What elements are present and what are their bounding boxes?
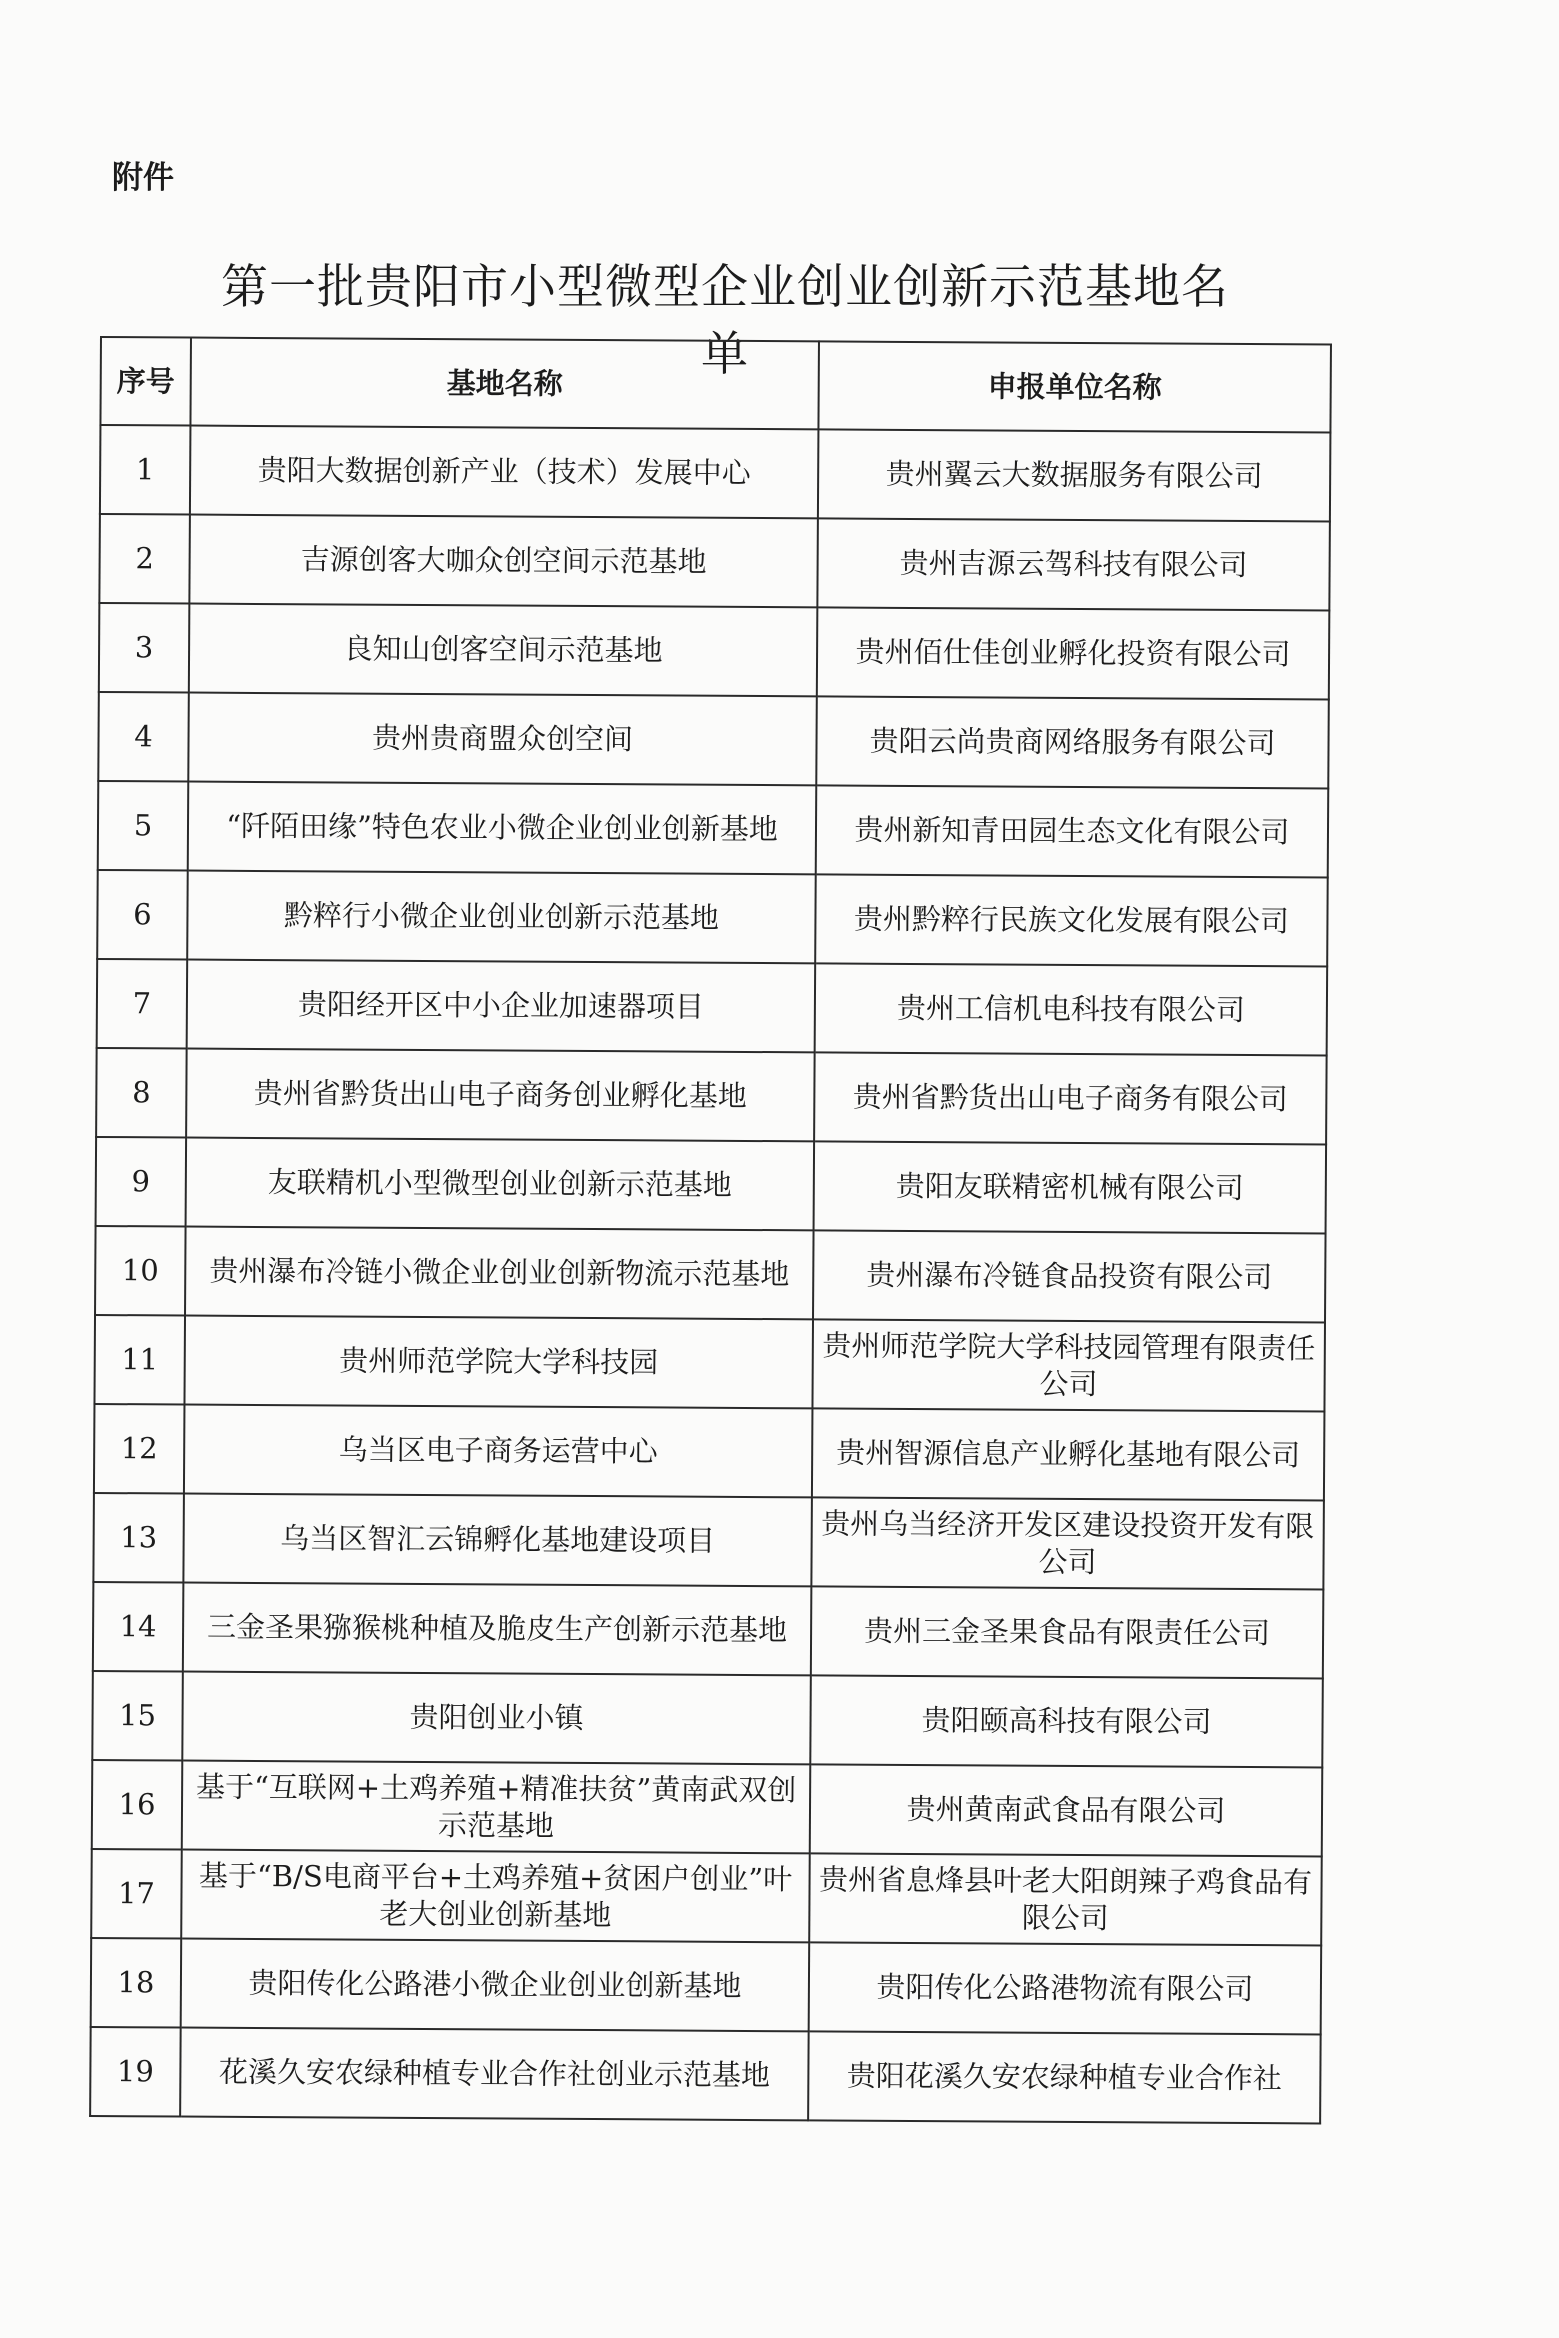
cell-applicant: 贵州吉源云驾科技有限公司 <box>817 518 1330 610</box>
base-list-table <box>89 336 1332 2124</box>
cell-base-name: 吉源创客大咖众创空间示范基地 <box>189 515 818 608</box>
page-title: 第一批贵阳市小型微型企业创业创新示范基地名单 <box>221 260 1229 382</box>
cell-base-name: 基于“互联网+土鸡养殖+精准扶贫”黄南武双创示范基地 <box>182 1761 811 1854</box>
cell-applicant: 贵州黄南武食品有限公司 <box>810 1764 1323 1856</box>
cell-seq: 10 <box>95 1226 186 1316</box>
cell-seq: 17 <box>91 1849 182 1939</box>
header-applicant: 申报单位名称 <box>818 341 1331 432</box>
cell-applicant: 贵州乌当经济开发区建设投资开发有限公司 <box>811 1497 1324 1589</box>
cell-base-name: 贵阳经开区中小企业加速器项目 <box>187 960 816 1053</box>
cell-seq: 19 <box>90 2027 181 2117</box>
cell-seq: 3 <box>99 603 190 693</box>
table-row <box>93 1582 1324 1679</box>
cell-base-name: 黔粹行小微企业创业创新示范基地 <box>187 871 816 964</box>
table-row <box>99 514 1330 611</box>
cell-applicant: 贵阳传化公路港物流有限公司 <box>809 1942 1322 2034</box>
cell-base-name: 贵州瀑布冷链小微企业创业创新物流示范基地 <box>185 1227 814 1320</box>
cell-applicant: 贵州黔粹行民族文化发展有限公司 <box>815 874 1328 966</box>
cell-seq: 11 <box>94 1315 185 1405</box>
cell-seq: 8 <box>96 1048 187 1138</box>
cell-base-name: “阡陌田缘”特色农业小微企业创业创新基地 <box>188 782 817 875</box>
cell-seq: 14 <box>93 1582 184 1672</box>
table-row <box>95 1226 1326 1323</box>
cell-seq: 6 <box>97 870 188 960</box>
cell-applicant: 贵州三金圣果食品有限责任公司 <box>811 1586 1324 1678</box>
cell-base-name: 良知山创客空间示范基地 <box>189 604 818 697</box>
cell-base-name: 乌当区智汇云锦孵化基地建设项目 <box>183 1494 812 1587</box>
cell-applicant: 贵州翼云大数据服务有限公司 <box>818 429 1331 521</box>
cell-applicant: 贵州省息烽县叶老大阳朗辣子鸡食品有限公司 <box>809 1853 1322 1945</box>
cell-seq: 1 <box>100 425 191 515</box>
cell-seq: 7 <box>97 959 188 1049</box>
table-row <box>91 1938 1322 2035</box>
table-row <box>96 1137 1327 1234</box>
cell-applicant: 贵州师范学院大学科技园管理有限责任公司 <box>812 1319 1325 1411</box>
table-row <box>99 603 1330 700</box>
attachment-label: 附件 <box>112 160 174 196</box>
cell-seq: 9 <box>96 1137 187 1227</box>
table-row <box>91 1849 1322 1946</box>
cell-applicant: 贵阳花溪久安农绿种植专业合作社 <box>808 2031 1321 2123</box>
cell-applicant: 贵州智源信息产业孵化基地有限公司 <box>812 1408 1325 1500</box>
cell-base-name: 贵州省黔货出山电子商务创业孵化基地 <box>186 1049 815 1142</box>
table-row <box>97 959 1328 1056</box>
cell-applicant: 贵阳云尚贵商网络服务有限公司 <box>816 696 1329 788</box>
table-row <box>93 1493 1324 1590</box>
table-row <box>96 1048 1327 1145</box>
cell-seq: 13 <box>93 1493 184 1583</box>
table-row <box>98 781 1329 878</box>
cell-base-name: 贵阳大数据创新产业（技术）发展中心 <box>190 426 819 519</box>
table-body <box>90 425 1330 2123</box>
cell-applicant: 贵阳友联精密机械有限公司 <box>814 1141 1327 1233</box>
cell-seq: 2 <box>99 514 190 604</box>
cell-base-name: 乌当区电子商务运营中心 <box>184 1405 813 1498</box>
cell-seq: 18 <box>91 1938 182 2028</box>
cell-base-name: 贵阳传化公路港小微企业创业创新基地 <box>181 1939 810 2032</box>
cell-applicant: 贵州新知青田园生态文化有限公司 <box>816 785 1329 877</box>
table-row <box>97 870 1328 967</box>
table-row <box>92 1671 1323 1768</box>
cell-base-name: 贵州贵商盟众创空间 <box>188 693 817 786</box>
cell-seq: 16 <box>92 1760 183 1850</box>
table-header-row <box>100 337 1331 433</box>
cell-applicant: 贵阳颐高科技有限公司 <box>810 1675 1323 1767</box>
cell-seq: 4 <box>98 692 189 782</box>
cell-base-name: 贵阳创业小镇 <box>182 1672 811 1765</box>
cell-seq: 12 <box>94 1404 185 1494</box>
cell-applicant: 贵州佰仕佳创业孵化投资有限公司 <box>817 607 1330 699</box>
table-row <box>94 1315 1325 1412</box>
cell-base-name: 基于“B/S电商平台+土鸡养殖+贫困户创业”叶老大创业创新基地 <box>181 1850 810 1943</box>
table-row <box>90 2027 1321 2124</box>
cell-seq: 15 <box>92 1671 183 1761</box>
table-row <box>92 1760 1323 1857</box>
cell-applicant: 贵州瀑布冷链食品投资有限公司 <box>813 1230 1326 1322</box>
cell-applicant: 贵州省黔货出山电子商务有限公司 <box>814 1052 1327 1144</box>
cell-seq: 5 <box>98 781 189 871</box>
table-row <box>100 425 1331 522</box>
table-row <box>94 1404 1325 1501</box>
cell-base-name: 友联精机小型微型创业创新示范基地 <box>186 1138 815 1231</box>
cell-applicant: 贵州工信机电科技有限公司 <box>815 963 1328 1055</box>
table-row <box>98 692 1329 789</box>
cell-base-name: 花溪久安农绿种植专业合作社创业示范基地 <box>180 2028 809 2121</box>
cell-base-name: 贵州师范学院大学科技园 <box>184 1316 813 1409</box>
header-seq: 序号 <box>100 337 191 426</box>
cell-base-name: 三金圣果猕猴桃种植及脆皮生产创新示范基地 <box>183 1583 812 1676</box>
header-base-name: 基地名称 <box>190 338 819 430</box>
